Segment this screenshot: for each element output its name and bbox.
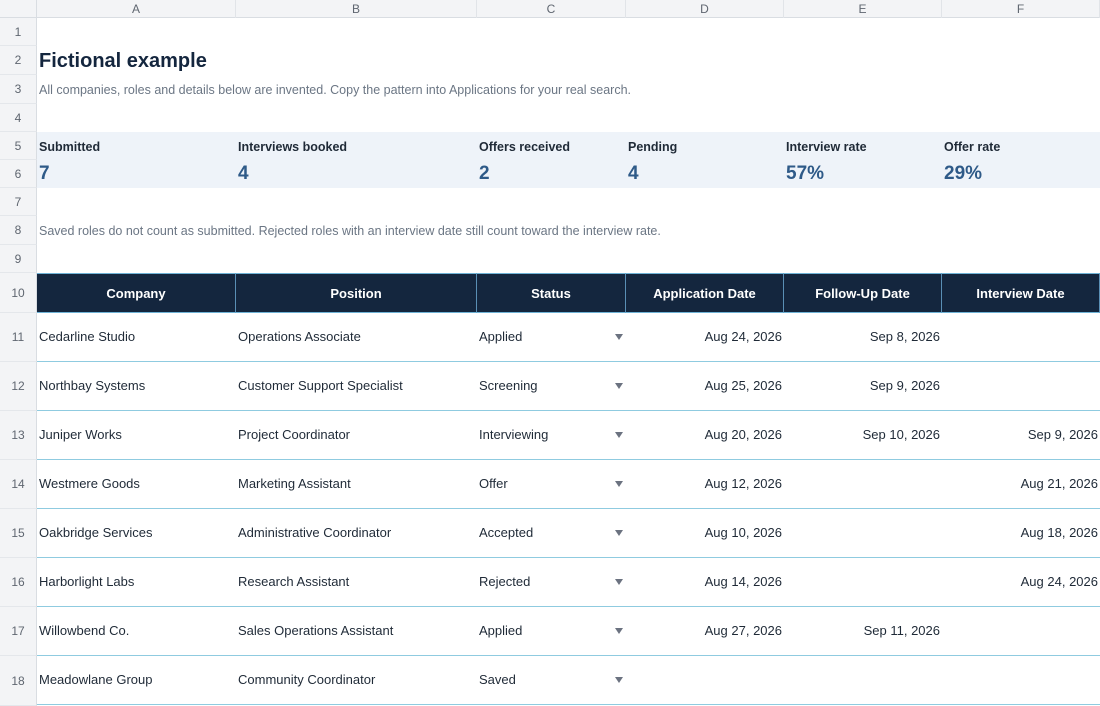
table-row: [37, 362, 1100, 411]
follow-up-date-cell[interactable]: Sep 10, 2026: [862, 427, 940, 442]
row-header-2[interactable]: 2: [0, 46, 37, 75]
position-cell[interactable]: Project Coordinator: [238, 427, 350, 442]
kpi-value: 4: [238, 163, 249, 184]
company-cell[interactable]: Northbay Systems: [39, 378, 146, 393]
kpi-label: Offer rate: [944, 140, 1001, 154]
row-header-15[interactable]: 15: [0, 509, 37, 558]
column-header-c[interactable]: C: [477, 0, 626, 18]
interview-date-cell[interactable]: [942, 607, 1098, 655]
position-cell[interactable]: Research Assistant: [238, 574, 350, 589]
table-row: [37, 509, 1100, 558]
follow-up-date-cell[interactable]: Sep 11, 2026: [863, 623, 940, 638]
header-interview-date[interactable]: Interview Date: [942, 273, 1100, 313]
dropdown-arrow-icon[interactable]: [615, 530, 623, 536]
position-cell[interactable]: Sales Operations Assistant: [238, 623, 394, 638]
status-dropdown[interactable]: Rejected: [479, 574, 531, 589]
interview-date-cell[interactable]: Aug 21, 2026: [1020, 476, 1098, 491]
position-cell[interactable]: Customer Support Specialist: [238, 378, 403, 393]
application-date-cell[interactable]: Aug 27, 2026: [704, 623, 782, 638]
kpi-value: 2: [479, 163, 490, 184]
position-cell[interactable]: Community Coordinator: [238, 672, 376, 687]
row-header-18[interactable]: 18: [0, 656, 37, 706]
dropdown-arrow-icon[interactable]: [615, 481, 623, 487]
application-date-cell[interactable]: Aug 25, 2026: [704, 378, 782, 393]
row-header-3[interactable]: 3: [0, 75, 37, 104]
status-dropdown[interactable]: Interviewing: [479, 427, 549, 442]
application-date-cell[interactable]: Aug 10, 2026: [704, 525, 782, 540]
row-header-5[interactable]: 5: [0, 132, 37, 160]
row-header-11[interactable]: 11: [0, 313, 37, 362]
sheet-subtitle[interactable]: All companies, roles and details below are invented. Copy the pattern into Applications for your real search.: [39, 83, 631, 97]
row-header-12[interactable]: 12: [0, 362, 37, 411]
position-cell[interactable]: Administrative Coordinator: [238, 525, 392, 540]
table-row: [37, 656, 1100, 705]
status-dropdown[interactable]: Saved: [479, 672, 516, 687]
row-header-4[interactable]: 4: [0, 104, 37, 132]
kpi-value: 57%: [786, 163, 825, 184]
row-header-14[interactable]: 14: [0, 460, 37, 509]
table-row: [37, 411, 1100, 460]
column-header-b[interactable]: B: [236, 0, 477, 18]
position-cell[interactable]: Marketing Assistant: [238, 476, 351, 491]
position-cell[interactable]: Operations Associate: [238, 329, 361, 344]
header-position[interactable]: Position: [236, 273, 477, 313]
application-date-cell[interactable]: Aug 12, 2026: [704, 476, 782, 491]
follow-up-date-cell[interactable]: [784, 460, 940, 508]
row-header-1[interactable]: 1: [0, 18, 37, 46]
interview-date-cell[interactable]: [942, 313, 1098, 361]
row-header-8[interactable]: 8: [0, 216, 37, 245]
company-cell[interactable]: Cedarline Studio: [39, 329, 136, 344]
interview-date-cell[interactable]: Aug 24, 2026: [1020, 574, 1098, 589]
status-dropdown[interactable]: Screening: [479, 378, 538, 393]
kpi-submitted[interactable]: [39, 132, 100, 185]
row-header-17[interactable]: 17: [0, 607, 37, 656]
row-header-13[interactable]: 13: [0, 411, 37, 460]
table-row: [37, 313, 1100, 362]
kpi-interviews-booked[interactable]: [238, 132, 347, 185]
header-application-date[interactable]: Application Date: [626, 273, 784, 313]
dropdown-arrow-icon[interactable]: [615, 383, 623, 389]
follow-up-date-cell[interactable]: [784, 558, 940, 606]
select-all-corner[interactable]: [0, 0, 37, 18]
status-dropdown[interactable]: Applied: [479, 623, 523, 638]
company-cell[interactable]: Juniper Works: [39, 427, 122, 442]
header-company[interactable]: Company: [37, 273, 236, 313]
sheet-note[interactable]: Saved roles do not count as submitted. Rejected roles with an interview date still count toward the interview rate.: [39, 224, 661, 238]
column-header-d[interactable]: D: [626, 0, 784, 18]
follow-up-date-cell[interactable]: Sep 9, 2026: [869, 378, 940, 393]
table-row: [37, 460, 1100, 509]
table-row: [37, 607, 1100, 656]
dropdown-arrow-icon[interactable]: [615, 432, 623, 438]
dropdown-arrow-icon[interactable]: [615, 628, 623, 634]
follow-up-date-cell[interactable]: [784, 656, 940, 704]
header-status[interactable]: Status: [477, 273, 626, 313]
dropdown-arrow-icon[interactable]: [615, 334, 623, 340]
application-date-cell[interactable]: [626, 656, 782, 704]
interview-date-cell[interactable]: Aug 18, 2026: [1020, 525, 1098, 540]
row-header-7[interactable]: 7: [0, 188, 37, 216]
row-header-10[interactable]: 10: [0, 273, 37, 313]
interview-date-cell[interactable]: [942, 362, 1098, 410]
status-dropdown[interactable]: Offer: [479, 476, 508, 491]
company-cell[interactable]: Willowbend Co.: [39, 623, 130, 638]
interview-date-cell[interactable]: Sep 9, 2026: [1027, 427, 1098, 442]
application-date-cell[interactable]: Aug 20, 2026: [704, 427, 782, 442]
kpi-pending[interactable]: [628, 132, 677, 185]
interview-date-cell[interactable]: [942, 656, 1098, 704]
kpi-value: 4: [628, 163, 639, 184]
row-header-16[interactable]: 16: [0, 558, 37, 607]
column-header-f[interactable]: F: [942, 0, 1100, 18]
follow-up-date-cell[interactable]: [784, 509, 940, 557]
kpi-offers-received[interactable]: [479, 132, 570, 185]
kpi-value: 29%: [944, 163, 983, 184]
application-date-cell[interactable]: Aug 24, 2026: [704, 329, 782, 344]
column-header-a[interactable]: A: [37, 0, 236, 18]
status-dropdown[interactable]: Applied: [479, 329, 523, 344]
kpi-label: Offers received: [479, 140, 571, 154]
dropdown-arrow-icon[interactable]: [615, 677, 623, 683]
kpi-value: 7: [39, 163, 50, 184]
follow-up-date-cell[interactable]: Sep 8, 2026: [869, 329, 940, 344]
kpi-label: Interview rate: [786, 140, 867, 154]
kpi-label: Interviews booked: [238, 140, 348, 154]
column-header-e[interactable]: E: [784, 0, 942, 18]
sheet-title[interactable]: Fictional example: [39, 50, 207, 72]
kpi-label: Submitted: [39, 140, 101, 154]
kpi-interview-rate[interactable]: [786, 132, 867, 185]
kpi-offer-rate[interactable]: [944, 132, 1000, 185]
dropdown-arrow-icon[interactable]: [615, 579, 623, 585]
row-header-6[interactable]: 6: [0, 160, 37, 188]
company-cell[interactable]: Meadowlane Group: [39, 672, 153, 687]
company-cell[interactable]: Oakbridge Services: [39, 525, 153, 540]
company-cell[interactable]: Harborlight Labs: [39, 574, 135, 589]
company-cell[interactable]: Westmere Goods: [39, 476, 140, 491]
row-header-9[interactable]: 9: [0, 245, 37, 273]
status-dropdown[interactable]: Accepted: [479, 525, 534, 540]
table-row: [37, 558, 1100, 607]
kpi-label: Pending: [628, 140, 678, 154]
application-date-cell[interactable]: Aug 14, 2026: [704, 574, 782, 589]
header-follow-up-date[interactable]: Follow-Up Date: [784, 273, 942, 313]
column-header-bar: [0, 0, 1100, 18]
